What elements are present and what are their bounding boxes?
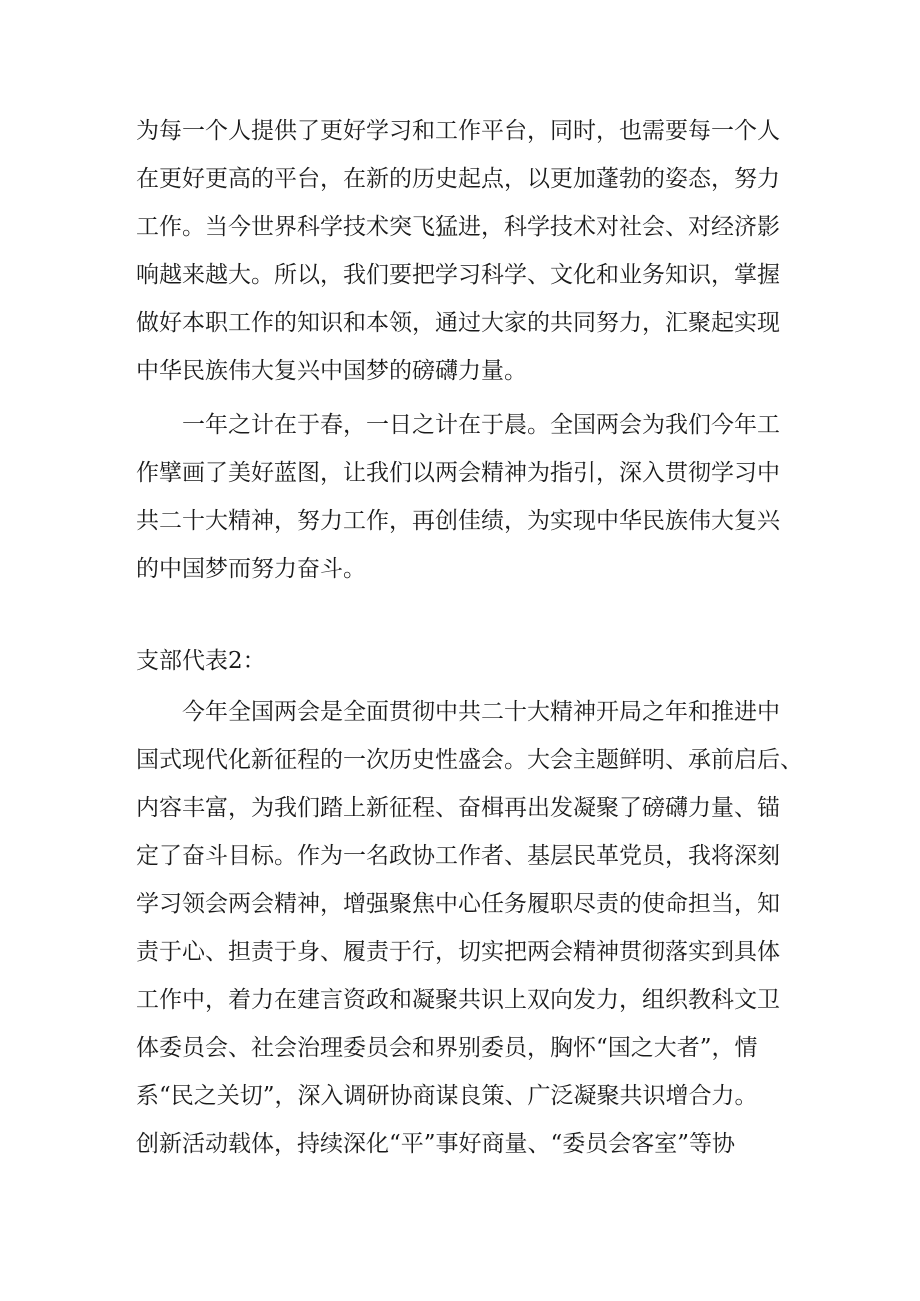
body-text-line: 内容丰富，为我们踏上新征程、奋楫再出发凝聚了磅礴力量、锚	[136, 795, 780, 821]
body-text-line: 责于心、担责于身、履责于行，切实把两会精神贯彻落实到具体	[136, 939, 780, 965]
body-text-line: 中华民族伟大复兴中国梦的磅礴力量。	[136, 358, 527, 384]
body-text-line: 共二十大精神，努力工作，再创佳绩，为实现中华民族伟大复兴	[136, 508, 780, 534]
body-text-line: 国式现代化新征程的一次历史性盛会。大会主题鲜明、承前启后、	[136, 747, 803, 773]
body-text-line: 工作中，着力在建言资政和凝聚共识上双向发力，组织教科文卫	[136, 987, 780, 1013]
body-text-line: 一年之计在于春，一日之计在于晨。全国两会为我们今年工	[182, 412, 780, 438]
body-text-line: 响越来越大。所以，我们要把学习科学、文化和业务知识，掌握	[136, 262, 780, 288]
body-text-line: 今年全国两会是全面贯彻中共二十大精神开局之年和推进中	[182, 699, 780, 725]
body-text-line: 创新活动载体，持续深化“平”事好商量、“委员会客室”等协	[136, 1131, 736, 1157]
body-text-line: 为每一个人提供了更好学习和工作平台，同时，也需要每一个人	[136, 118, 780, 144]
body-text-line: 学习领会两会精神，增强聚焦中心任务履职尽责的使命担当，知	[136, 891, 780, 917]
body-text-line: 作擘画了美好蓝图，让我们以两会精神为指引，深入贯彻学习中	[136, 460, 780, 486]
body-text-line: 系“民之关切”，深入调研协商谋良策、广泛凝聚共识增合力。	[136, 1083, 758, 1109]
body-text-line: 体委员会、社会治理委员会和界别委员，胸怀“国之大者”，情	[136, 1035, 758, 1061]
body-text-line: 工作。当今世界科学技术突飞猛进，科学技术对社会、对经济影	[136, 214, 780, 240]
body-text-line: 的中国梦而努力奋斗。	[136, 556, 366, 582]
body-text-line: 做好本职工作的知识和本领，通过大家的共同努力，汇聚起实现	[136, 310, 780, 336]
body-text-line: 定了奋斗目标。作为一名政协工作者、基层民革党员，我将深刻	[136, 843, 780, 869]
section-heading: 支部代表2：	[136, 648, 266, 674]
body-text-line: 在更好更高的平台，在新的历史起点，以更加蓬勃的姿态，努力	[136, 166, 780, 192]
